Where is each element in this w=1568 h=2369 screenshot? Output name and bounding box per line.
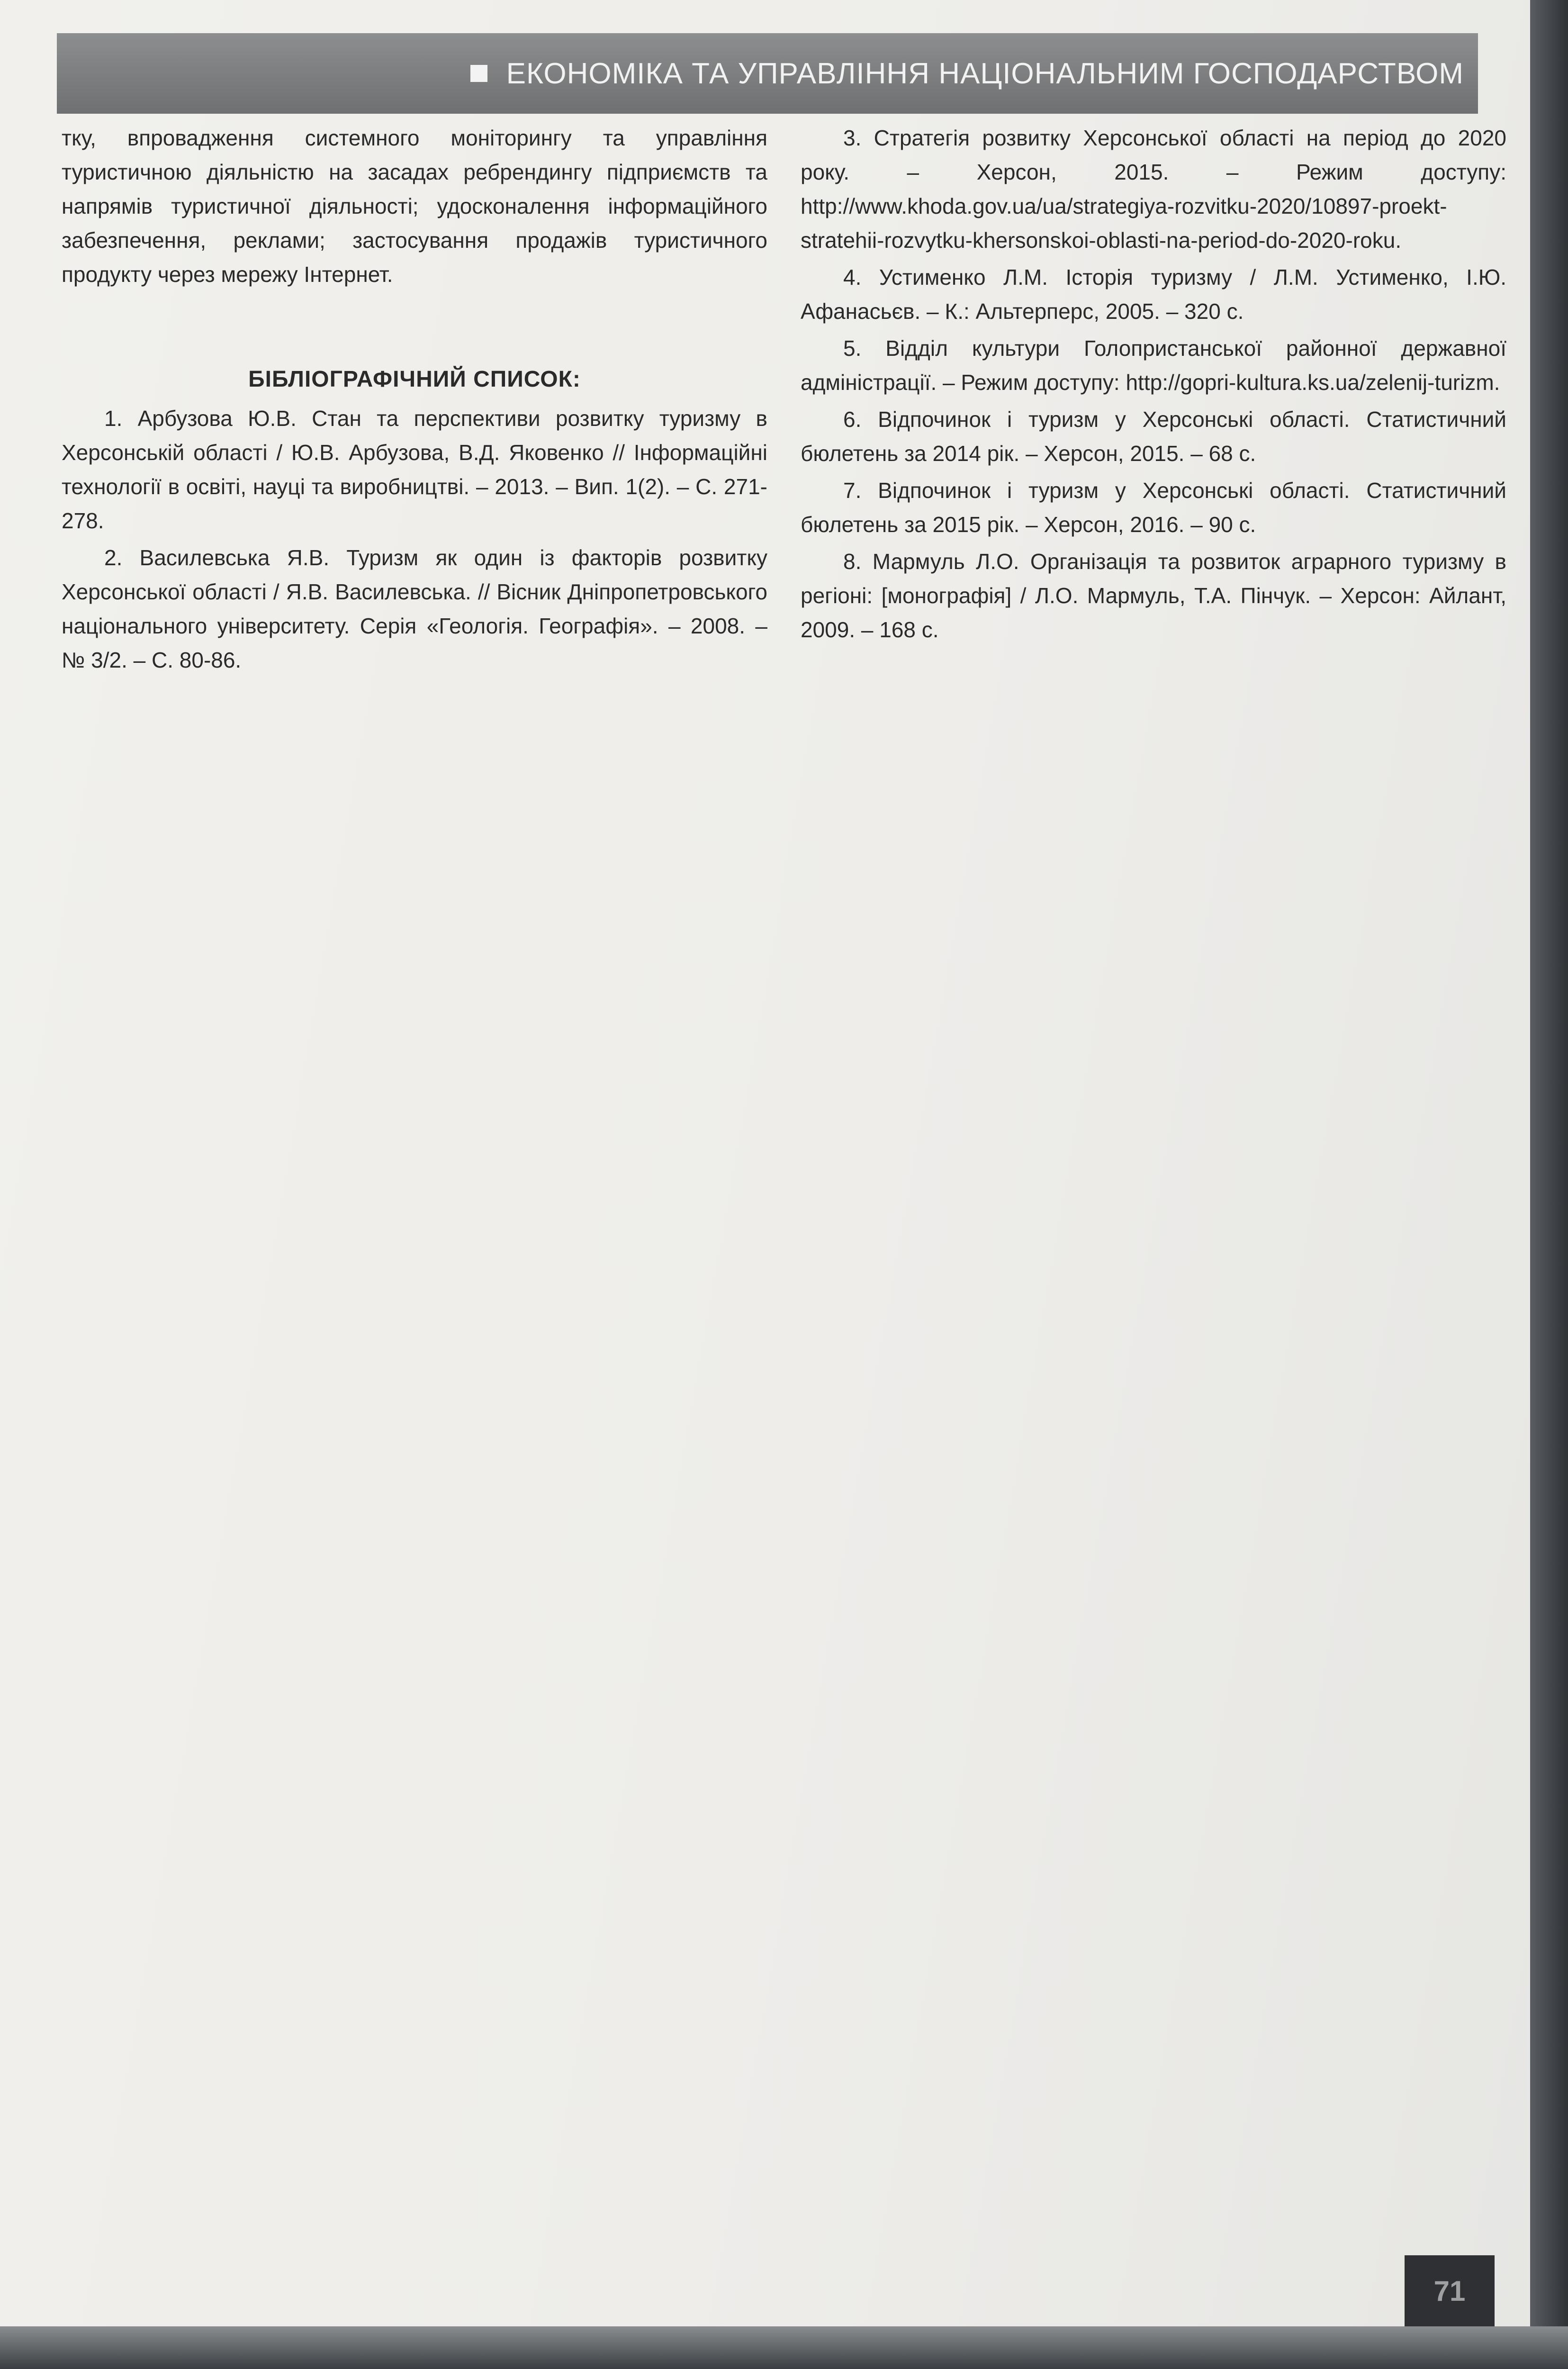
- left-column: [62, 121, 767, 680]
- reference-item: 6. Відпочинок і туризм у Херсонські області. Статистичний бюлетень за 2014 рік. – Херсон, 2015. – 68 с.: [801, 407, 1506, 466]
- binding-shadow: [1530, 0, 1568, 2369]
- reference-item: 2. Василевська Я.В. Туризм як один із факторів розвитку Херсонської області / Я.В. Василевська. // Вісник Дніпропетровського національного університету. Серія «Геологія. Географія». – 2008. – № 3/2. – С. 80-86.: [62, 545, 767, 672]
- right-column: [801, 121, 1506, 650]
- page-number-box: [1405, 2255, 1495, 2326]
- reference-item: 4. Устименко Л.М. Історія туризму / Л.М. Устименко, І.Ю. Афанасьєв. – К.: Альтерперс, 2005. – 320 с.: [801, 265, 1506, 324]
- bibliography-title: БІБЛІОГРАФІЧНИЙ СПИСОК:: [248, 367, 581, 392]
- reference-item: 3. Стратегія розвитку Херсонської області на період до 2020 року. – Херсон, 2015. – Режим доступу: http://www.khoda.gov.ua/ua/strategiya-rozvitku-2020/10897-proekt-stratehii-rozvytku-khersonskoi-oblasti-na-period-do-2020-roku.: [801, 126, 1506, 253]
- reference-item: 8. Мармуль Л.О. Організація та розвиток аграрного туризму в регіоні: [монографія] / Л.О. Мармуль, Т.А. Пінчук. – Херсон: Айлант, 2009. – 168 с.: [801, 549, 1506, 642]
- page-number: 71: [1433, 2275, 1466, 2307]
- bottom-shadow: [0, 2326, 1568, 2369]
- reference-item: 5. Відділ культури Голопристанської районної державної адміністрації. – Режим доступу: http://gopri-kultura.ks.ua/zelenij-turizm.: [801, 336, 1506, 395]
- intro-paragraph: тку, впровадження системного моніторингу та управління туристичною діяльністю на засадах ребрендингу підприємств та напрямів туристичної діяльності; удосконалення інформаційного забезпечення, реклами; застосування продажів туристичного продукту через мережу Інтернет.: [62, 126, 767, 287]
- square-bullet-icon: [470, 65, 487, 82]
- reference-item: 1. Арбузова Ю.В. Стан та перспективи розвитку туризму в Херсонській області / Ю.В. Арбузова, В.Д. Яковенко // Інформаційні технології в освіті, науці та виробництві. – 2013. – Вип. 1(2). – С. 271-278.: [62, 406, 767, 533]
- section-header-bar: [57, 33, 1478, 114]
- reference-item: 7. Відпочинок і туризм у Херсонські області. Статистичний бюлетень за 2015 рік. – Херсон, 2016. – 90 с.: [801, 478, 1506, 537]
- section-title: ЕКОНОМІКА ТА УПРАВЛІННЯ НАЦІОНАЛЬНИМ ГОСПОДАРСТВОМ: [506, 57, 1464, 90]
